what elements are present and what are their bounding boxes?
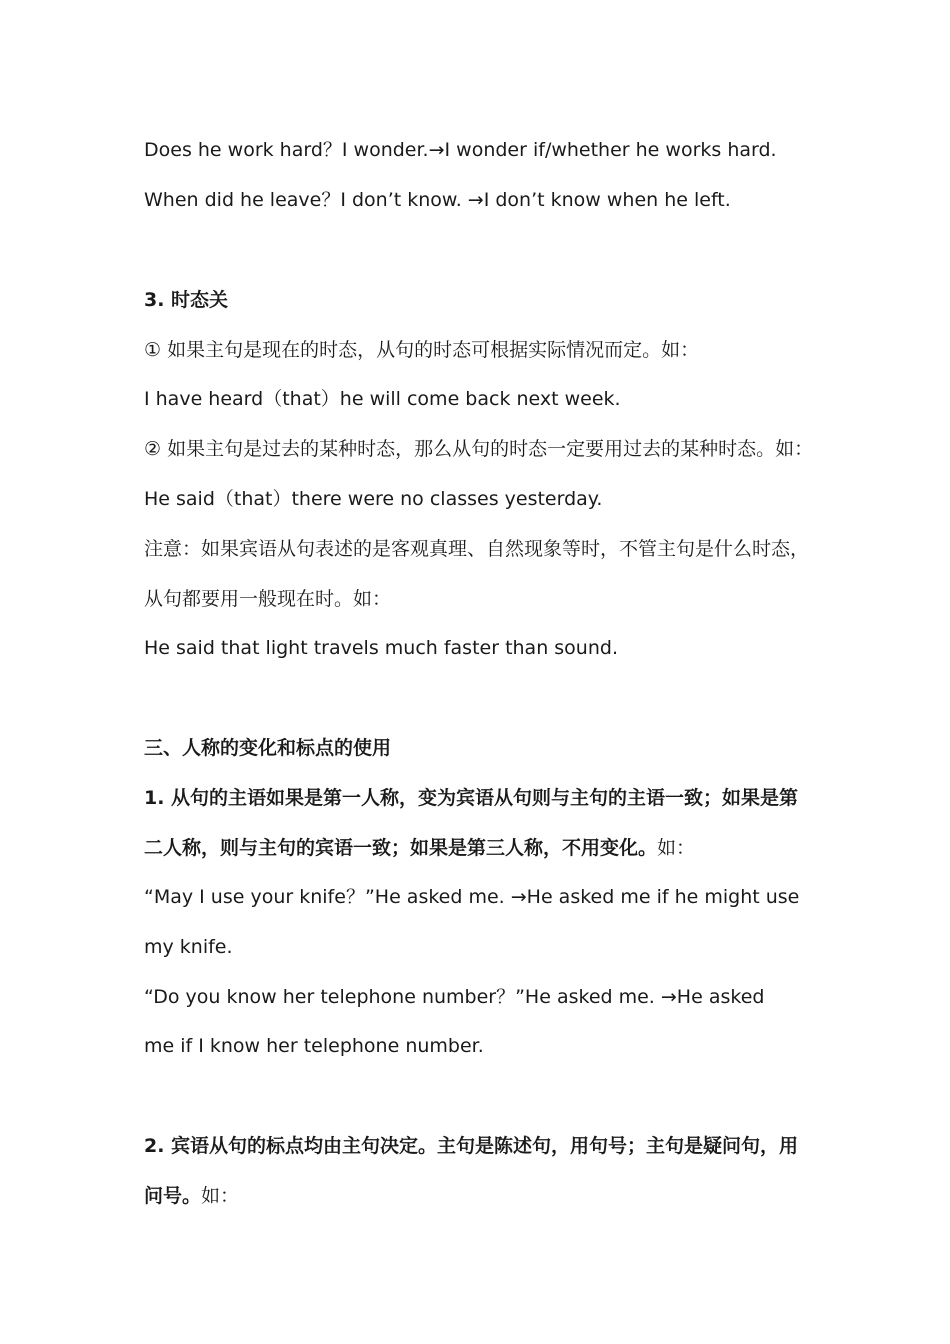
note-text: 从句都要用一般现在时。如： [144,588,392,610]
example-sentence: “Do you know her telephone number？”He asked me. →He asked [144,986,765,1008]
example-sentence: I have heard（that）he will come back next week. [144,388,621,410]
section-heading: 三、人称的变化和标点的使用 [144,737,392,759]
example-sentence: me if I know her telephone number. [144,1035,484,1057]
example-sentence: When did he leave？I don’t know. →I don’t know when he left. [144,189,731,211]
rule-text: 2. 宾语从句的标点均由主句决定。主句是陈述句，用句号；主句是疑问句，用 [144,1135,799,1157]
rule-text: 问号。 [144,1185,202,1207]
section-heading: 3. 时态关 [144,289,229,311]
rule-text-line [144,1183,814,1209]
rule-text: 二人称，则与主句的宾语一致；如果是第三人称，不用变化。 [144,837,658,859]
example-sentence: He said（that）there were no classes yesterday. [144,488,603,510]
rule-suffix: 如： [657,837,696,859]
rule-text: ② 如果主句是过去的某种时态，那么从句的时态一定要用过去的某种时态。如： [144,438,814,460]
example-sentence: my knife. [144,936,233,958]
rule-text: ① 如果主句是现在的时态，从句的时态可根据实际情况而定。如： [144,339,700,361]
example-sentence: “May I use your knife？”He asked me. →He asked me if he might use [144,886,800,908]
note-text: 注意：如果宾语从句表述的是客观真理、自然现象等时，不管主句是什么时态， [144,538,810,560]
example-sentence: He said that light travels much faster than sound. [144,637,618,659]
rule-suffix: 如： [201,1185,240,1207]
rule-text: 1. 从句的主语如果是第一人称，变为宾语从句则与主句的主语一致；如果是第 [144,787,799,809]
example-sentence: Does he work hard？I wonder.→I wonder if/whether he works hard. [144,139,777,161]
rule-text-line [144,835,814,861]
